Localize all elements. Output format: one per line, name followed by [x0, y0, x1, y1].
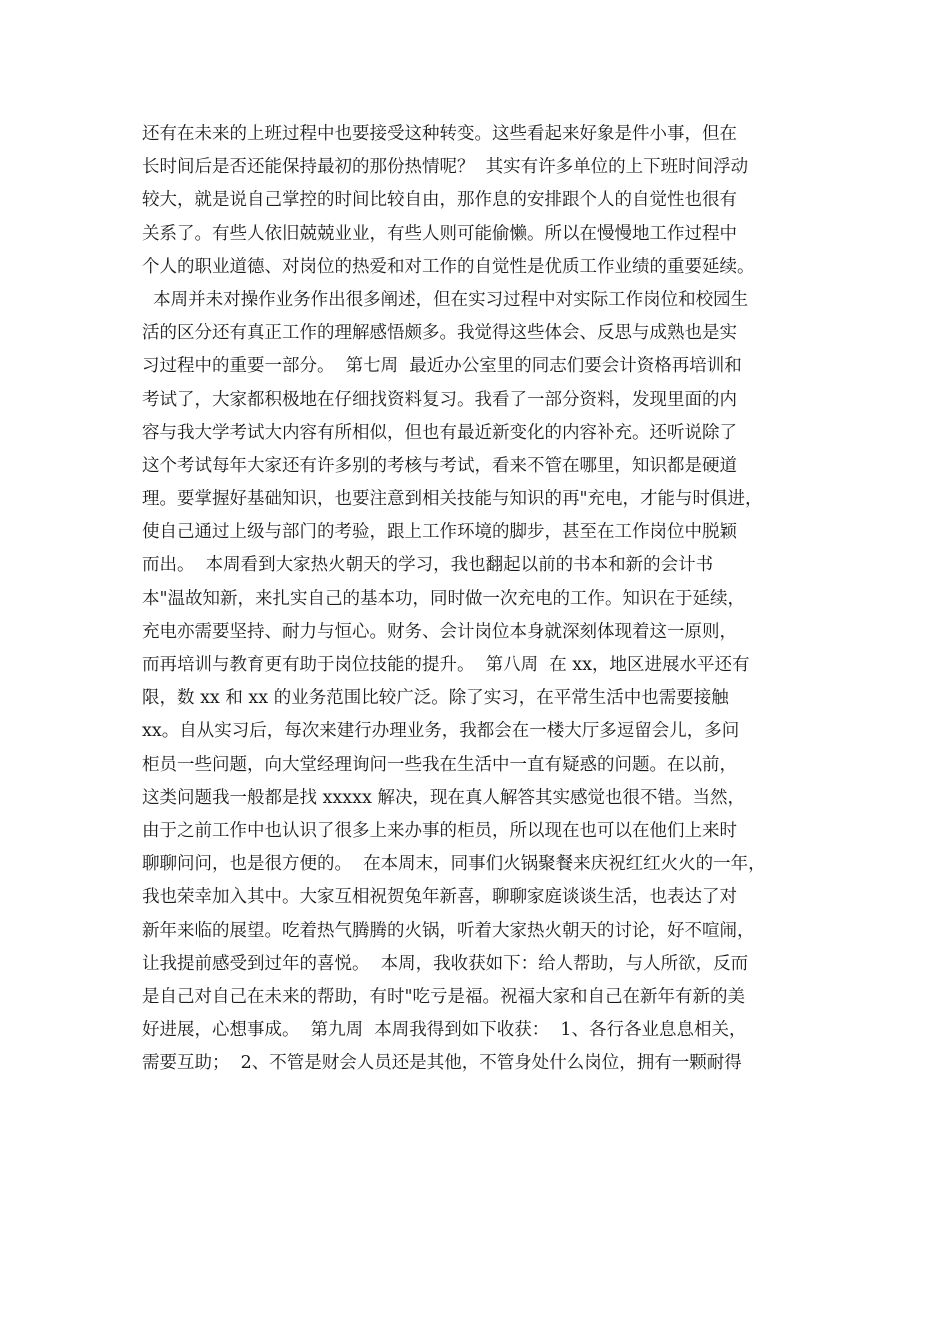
- text-line: 本周并未对操作业务作出很多阐述，但在实习过程中对实际工作岗位和校园生: [142, 289, 749, 310]
- body-text: [142, 118, 822, 1080]
- text-line: xx。自从实习后，每次来建行办理业务，我都会在一楼大厅多逗留会儿，多问: [142, 721, 740, 742]
- text-line: 还有在未来的上班过程中也要接受这种转变。这些看起来好象是件小事，但在: [142, 124, 737, 144]
- text-line: 活的区分还有真正工作的理解感悟颇多。我觉得这些体会、反思与成熟也是实: [142, 323, 737, 344]
- text-line: 本"温故知新，来扎实自己的基本功，同时做一次充电的工作。知识在于延续，: [142, 588, 746, 609]
- text-line: 容与我大学考试大内容有所相似，但也有最近新变化的内容补充。还听说除了: [142, 422, 737, 443]
- text-line: 这个考试每年大家还有许多别的考核与考试，看来不管在哪里，知识都是硬道: [142, 455, 737, 476]
- text-line: 柜员一些问题，向大堂经理询问一些我在生活中一直有疑惑的问题。在以前，: [142, 754, 737, 775]
- text-line: 理。要掌握好基础知识，也要注意到相关技能与知识的再"充电，才能与时俱进，: [142, 489, 763, 510]
- text-line: 充电亦需要坚持、耐力与恒心。财务、会计岗位本身就深刻体现着这一原则，: [142, 621, 737, 642]
- text-line: 个人的职业道德、对岗位的热爱和对工作的自觉性是优质工作业绩的重要延续。: [142, 256, 755, 277]
- text-line: 是自己对自己在未来的帮助，有时"吃亏是福。祝福大家和自己在新年有新的美: [142, 986, 746, 1007]
- text-line: 考试了，大家都积极地在仔细找资料复习。我看了一部分资料，发现里面的内: [142, 389, 737, 410]
- text-line: 我也荣幸加入其中。大家互相祝贺兔年新喜，聊聊家庭谈谈生活，也表达了对: [142, 887, 737, 908]
- text-line: 关系了。有些人依旧兢兢业业，有些人则可能偷懒。所以在慢慢地工作过程中: [142, 223, 737, 244]
- text-line: 习过程中的重要一部分。 第七周 最近办公室里的同志们要会计资格再培训和: [142, 356, 742, 377]
- text-line: 让我提前感受到过年的喜悦。 本周，我收获如下：给人帮助，与人所欲，反而: [142, 953, 749, 974]
- text-line: 好进展，心想事成。 第九周 本周我得到如下收获： 1、各行各业息息相关，: [142, 1020, 747, 1041]
- text-line: 使自己通过上级与部门的考验，跟上工作环境的脚步，甚至在工作岗位中脱颖: [142, 522, 737, 543]
- text-line: 由于之前工作中也认识了很多上来办事的柜员，所以现在也可以在他们上来时: [142, 820, 737, 841]
- text-line: 而再培训与教育更有助于岗位技能的提升。 第八周 在 xx，地区进展水平还有: [142, 655, 750, 675]
- text-line: 长时间后是否还能保持最初的那份热情呢？ 其实有许多单位的上下班时间浮动: [142, 157, 749, 178]
- text-line: 新年来临的展望。吃着热气腾腾的火锅，听着大家热火朝天的讨论，好不喧闹，: [142, 920, 755, 941]
- text-line: 限，数 xx 和 xx 的业务范围比较广泛。除了实习，在平常生活中也需要接触: [142, 688, 729, 709]
- text-line: 聊聊问问，也是很方便的。 在本周末，同事们火锅聚餐来庆祝红红火火的一年，: [142, 854, 766, 875]
- text-line: 这类问题我一般都是找 xxxxx 解决，现在真人解答其实感觉也很不错。当然，: [142, 787, 745, 808]
- text-line: 需要互助； 2、不管是财会人员还是其他，不管身处什么岗位，拥有一颗耐得: [142, 1053, 742, 1074]
- text-line: 较大，就是说自己掌控的时间比较自由，那作息的安排跟个人的自觉性也很有: [142, 190, 737, 211]
- text-line: 而出。 本周看到大家热火朝天的学习，我也翻起以前的书本和新的会计书: [142, 555, 714, 576]
